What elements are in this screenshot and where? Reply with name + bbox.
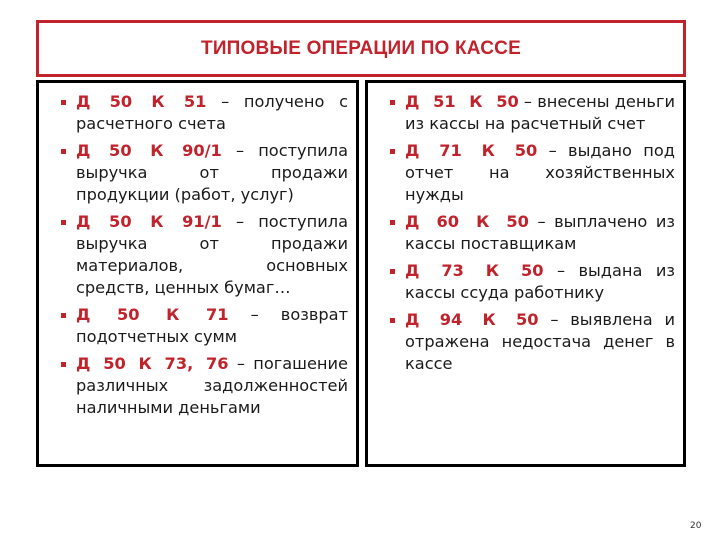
list-item [49, 353, 348, 419]
bullet-icon [390, 318, 395, 323]
list-item [49, 304, 348, 348]
list-item [378, 309, 675, 375]
entry-code: Д 50 К 91/1 [76, 212, 222, 231]
bullet-icon [61, 313, 66, 318]
entry-code: Д 73 К 50 [405, 261, 544, 280]
entry-code: Д 50 К 51 [76, 92, 207, 111]
entry-text: – выдана из кассы ссуда работнику [405, 261, 675, 302]
entry-text: – выявлена и отражена недостача денег в кассе [405, 310, 675, 373]
bullet-icon [390, 149, 395, 154]
entry-text: – возврат подотчетных сумм [76, 305, 348, 346]
entry-code: Д 60 К 50 [405, 212, 529, 231]
bullet-icon [61, 220, 66, 225]
entry-text: – выплачено из кассы поставщикам [405, 212, 676, 253]
bullet-icon [390, 100, 395, 105]
title-box [36, 20, 686, 77]
list-item [49, 140, 348, 206]
entry-code: Д 50 К 71 [76, 305, 229, 324]
entry-text: – поступила выручка от продажи продукции (работ, услуг) [76, 141, 348, 204]
bullet-icon [61, 149, 66, 154]
right-column [365, 80, 686, 467]
entry-code: Д 50 К 73, 76 [76, 354, 229, 373]
entry-text: – выдано под отчет на хозяйственных нужды [405, 141, 675, 204]
slide-title: ТИПОВЫЕ ОПЕРАЦИИ ПО КАССЕ [201, 37, 521, 59]
list-item [378, 140, 675, 206]
list-item [378, 91, 675, 135]
entry-code: Д 71 К 50 [405, 141, 538, 160]
left-list [49, 91, 348, 419]
entry-text: – погашение различных задолженностей наличными деньгами [76, 354, 348, 417]
entry-code: Д 51 К 50 [405, 92, 519, 111]
entry-code: Д 94 К 50 [405, 310, 539, 329]
entry-text: – поступила выручка от продажи материалов, основных средств, ценных бумаг… [76, 212, 348, 297]
page-number: 20 [690, 521, 702, 531]
list-item [378, 260, 675, 304]
list-item [49, 211, 348, 299]
left-column [36, 80, 359, 467]
bullet-icon [390, 220, 395, 225]
list-item [49, 91, 348, 135]
entry-text: – внесены деньги из кассы на расчетный счет [405, 92, 675, 133]
list-item [378, 211, 675, 255]
entry-text: – получено с расчетного счета [76, 92, 348, 133]
bullet-icon [61, 362, 66, 367]
entry-code: Д 50 К 90/1 [76, 141, 222, 160]
bullet-icon [61, 100, 66, 105]
right-list [378, 91, 675, 375]
bullet-icon [390, 269, 395, 274]
